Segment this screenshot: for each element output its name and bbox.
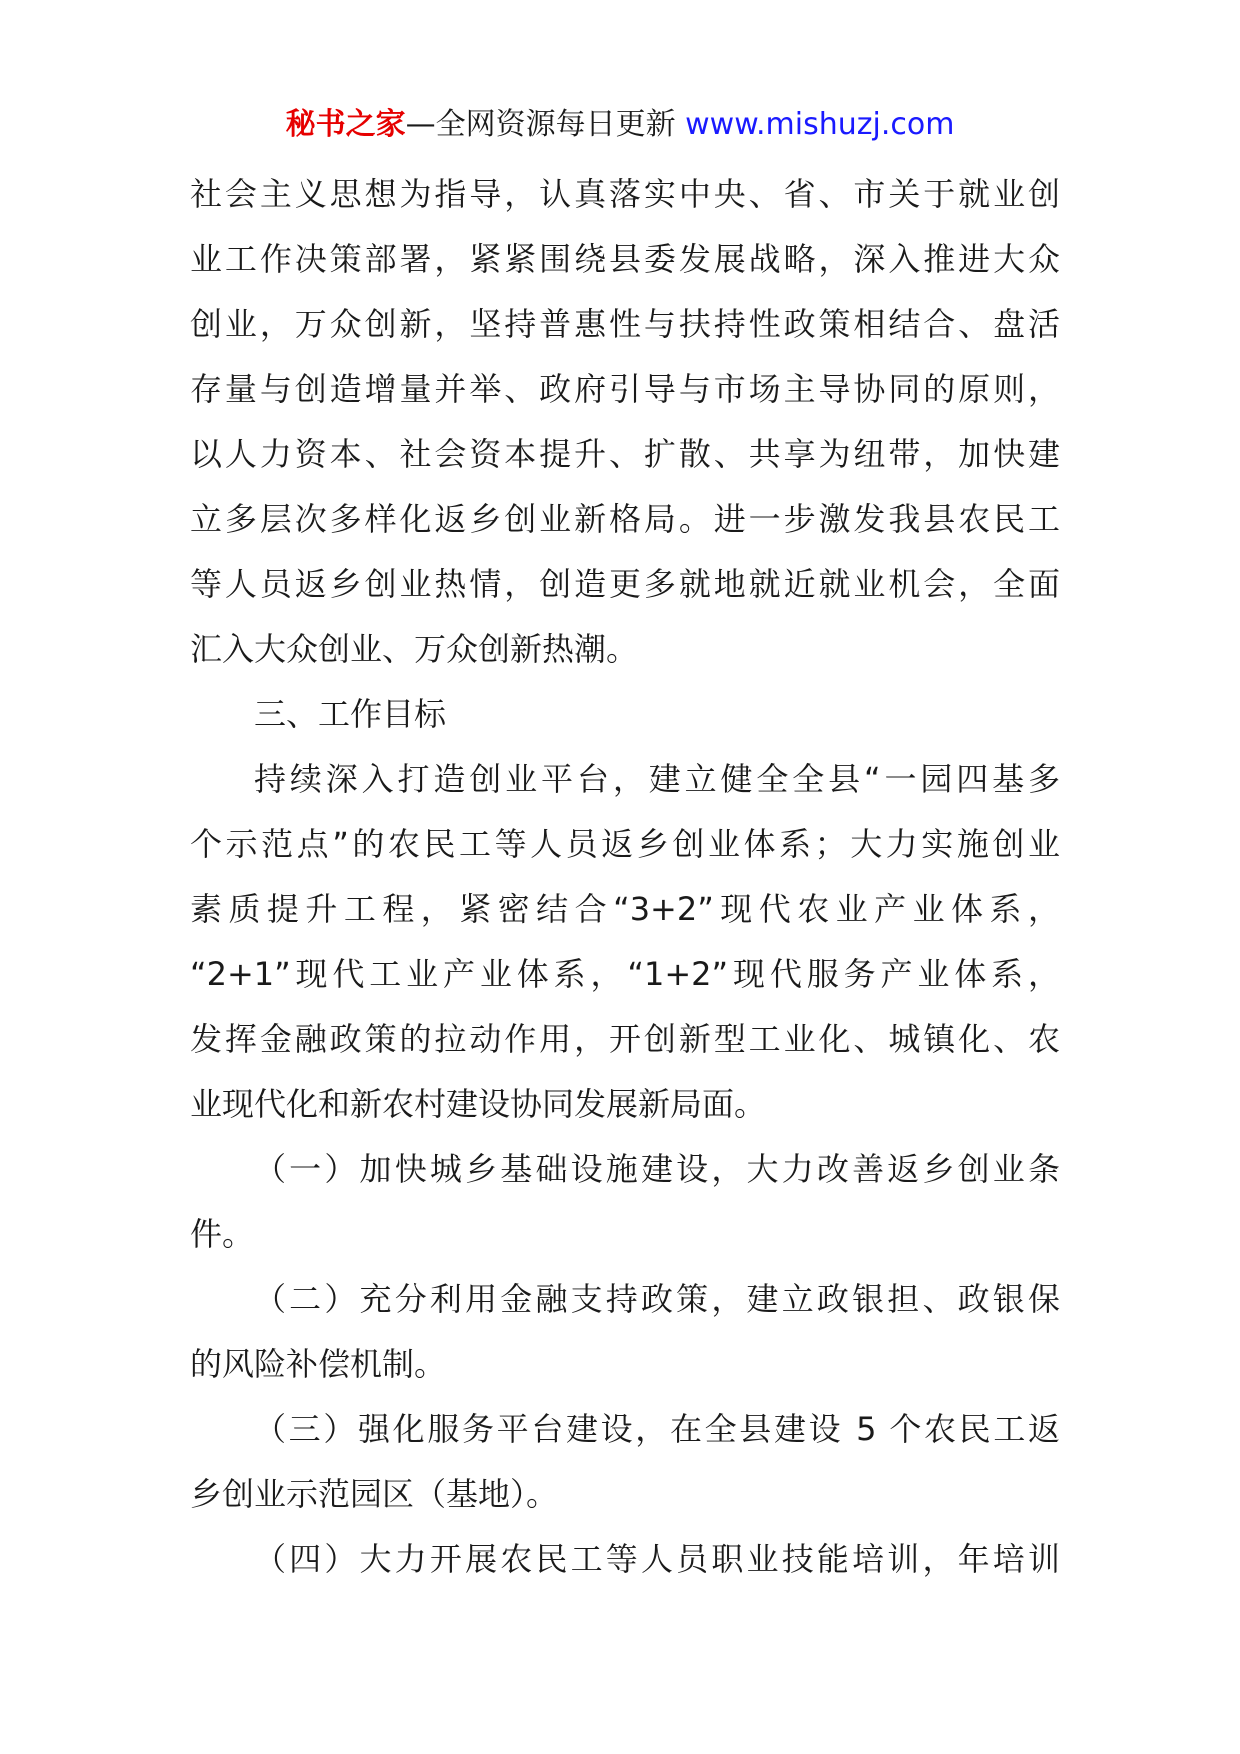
brand-name: 秘书之家 bbox=[285, 107, 406, 142]
text-line: 乡创业示范园区（基地）。 bbox=[190, 1475, 559, 1513]
text-line: 业现代化和新农村建设协同发展新局面。 bbox=[190, 1085, 767, 1123]
text-line: 的风险补偿机制。 bbox=[190, 1345, 447, 1383]
text-line: 持续深入打造创业平台，建立健全全县“一园四基多 bbox=[254, 760, 1060, 798]
text-line: 件。 bbox=[190, 1215, 255, 1253]
text-line: 汇入大众创业、万众创新热潮。 bbox=[190, 630, 639, 668]
site-url: www.mishuzj.com bbox=[685, 107, 955, 142]
text-line: “2+1”现代工业产业体系，“1+2”现代服务产业体系， bbox=[190, 955, 1060, 993]
text-line: （三）强化服务平台建设，在全县建设 5 个农民工返 bbox=[254, 1410, 1060, 1448]
text-line: 创业，万众创新，坚持普惠性与扶持性政策相结合、盘活 bbox=[190, 305, 1060, 343]
slogan-text: —全网资源每日更新 bbox=[405, 107, 686, 142]
text-line: 个示范点”的农民工等人员返乡创业体系；大力实施创业 bbox=[190, 825, 1060, 863]
text-line: 等人员返乡创业热情，创造更多就地就近就业机会，全面 bbox=[190, 565, 1060, 603]
text-line: （二）充分利用金融支持政策，建立政银担、政银保 bbox=[254, 1280, 1060, 1318]
text-line: 社会主义思想为指导，认真落实中央、省、市关于就业创 bbox=[190, 175, 1060, 213]
text-line: （一）加快城乡基础设施建设，大力改善返乡创业条 bbox=[254, 1150, 1060, 1188]
text-line: 发挥金融政策的拉动作用，开创新型工业化、城镇化、农 bbox=[190, 1020, 1060, 1058]
text-line: 三、工作目标 bbox=[254, 695, 447, 733]
text-line: 立多层次多样化返乡创业新格局。进一步激发我县农民工 bbox=[190, 500, 1060, 538]
site-watermark-header bbox=[0, 100, 1240, 150]
document-body bbox=[190, 162, 1060, 1592]
text-line: （四）大力开展农民工等人员职业技能培训，年培训 bbox=[254, 1540, 1060, 1578]
text-line: 存量与创造增量并举、政府引导与市场主导协同的原则， bbox=[190, 370, 1060, 408]
text-line: 素质提升工程，紧密结合“3+2”现代农业产业体系， bbox=[190, 890, 1060, 928]
text-line: 业工作决策部署，紧紧围绕县委发展战略，深入推进大众 bbox=[190, 240, 1060, 278]
text-line: 以人力资本、社会资本提升、扩散、共享为纽带，加快建 bbox=[190, 435, 1060, 473]
